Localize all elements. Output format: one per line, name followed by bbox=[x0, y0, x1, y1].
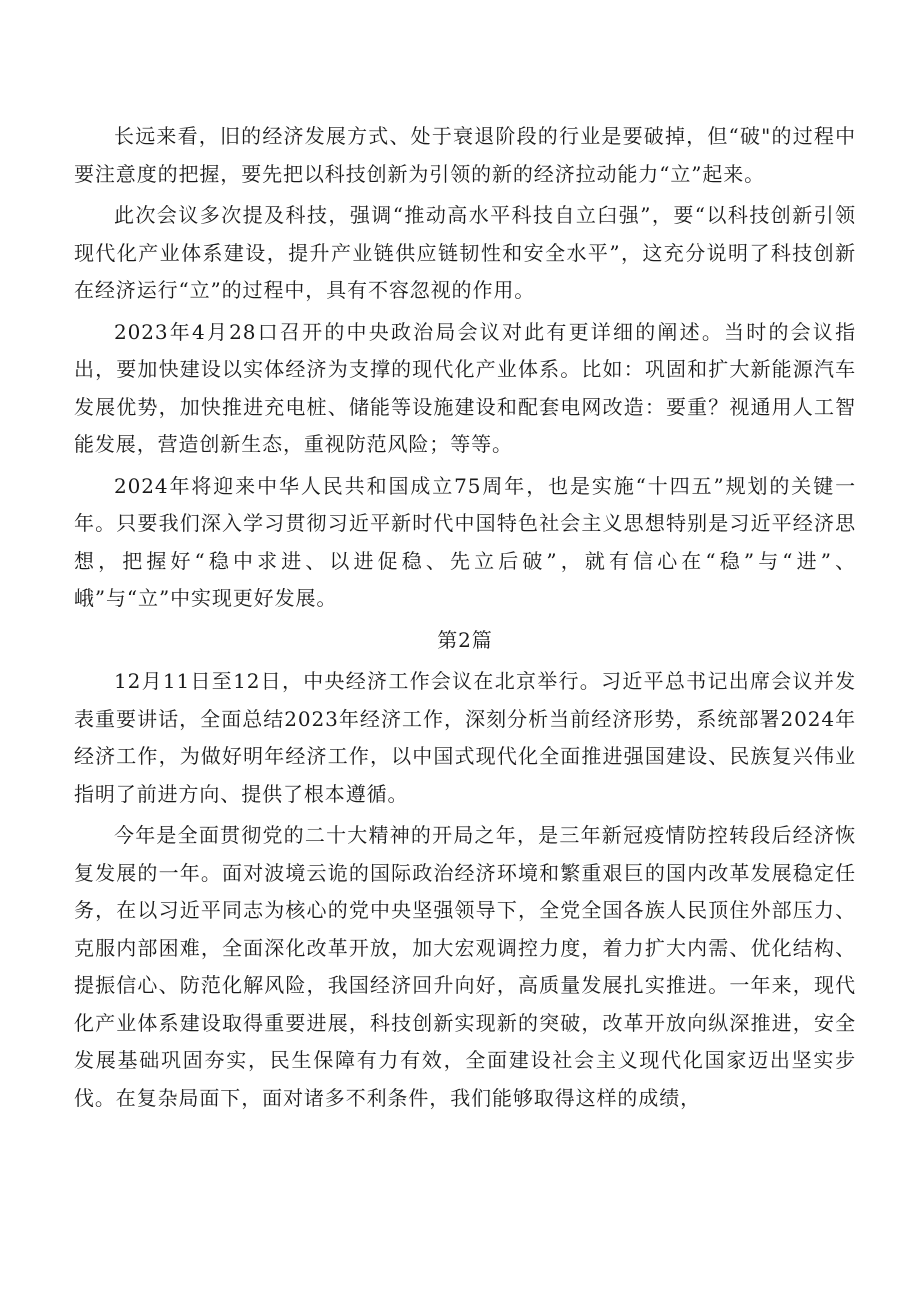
paragraph: 12月11日至12日，中央经济工作会议在北京举行。习近平总书记出席会议并发表重要讲话，全面总结2023年经济工作，深刻分析当前经济形势，系统部署2024年经济工作，为做好明年经济工作，以中国式现代化全面推进强国建设、民族复兴伟业指明了前进方向、提供了根本遵循。 bbox=[74, 669, 856, 806]
paragraph: 长远来看，旧的经济发展方式、处于衰退阶段的行业是要破掉，但“破"的过程中要注意度的把握，要先把以科技创新为引领的新的经济拉动能力“立”起来。 bbox=[74, 124, 856, 186]
paragraph: 2023年4月28口召开的中央政治局会议对此有更详细的阐述。当时的会议指出，要加快建设以实体经济为支撑的现代化产业体系。比如：巩固和扩大新能源汽车发展优势，加快推进充电桩、储能等设施建设和配套电网改造：要重？视通用人工智能发展，营造创新生态，重视防范风险；等等。 bbox=[74, 319, 856, 456]
paragraph: 此次会议多次提及科技，强调“推动高水平科技自立臼强”，要“以科技创新引领现代化产业体系建设，提升产业链供应链韧性和安全水平”，这充分说明了科技创新在经济运行“立”的过程中，具有不容忽视的作用。 bbox=[74, 203, 856, 302]
paragraph: 2024年将迎来中华人民共和国成立75周年，也是实施“十四五”规划的关键一年。只要我们深入学习贯彻习近平新时代中国特色社会主义思想特别是习近平经济思想，把握好“稳中求进、以进促稳、先立后破”，就有信心在“稳”与“进”、峨”与“立”中实现更好发展。 bbox=[74, 473, 856, 610]
paragraph: 今年是全面贯彻党的二十大精神的开局之年，是三年新冠疫情防控转段后经济恢复发展的一年。面对波境云诡的国际政治经济环境和繁重艰巨的国内改革发展稳定任务，在以习近平同志为核心的党中央坚强领导下，全党全国各族人民顶住外部压力、克服内部困难，全面深化改革开放，加大宏观调控力度，着力扩大内需、优化结构、提振信心、防范化解风险，我国经济回升向好，高质量发展扎实推进。一年来，现代化产业体系建设取得重要进展，科技创新实现新的突破，改革开放向纵深推进，安全发展基础巩固夯实，民生保障有力有效，全面建设社会主义现代化国家迈出坚实步伐。在复杂局面下，面对诸多不利条件，我们能够取得这样的成绩， bbox=[74, 823, 856, 1110]
section-heading: 第2篇 bbox=[437, 627, 493, 652]
document-body bbox=[74, 118, 856, 1121]
